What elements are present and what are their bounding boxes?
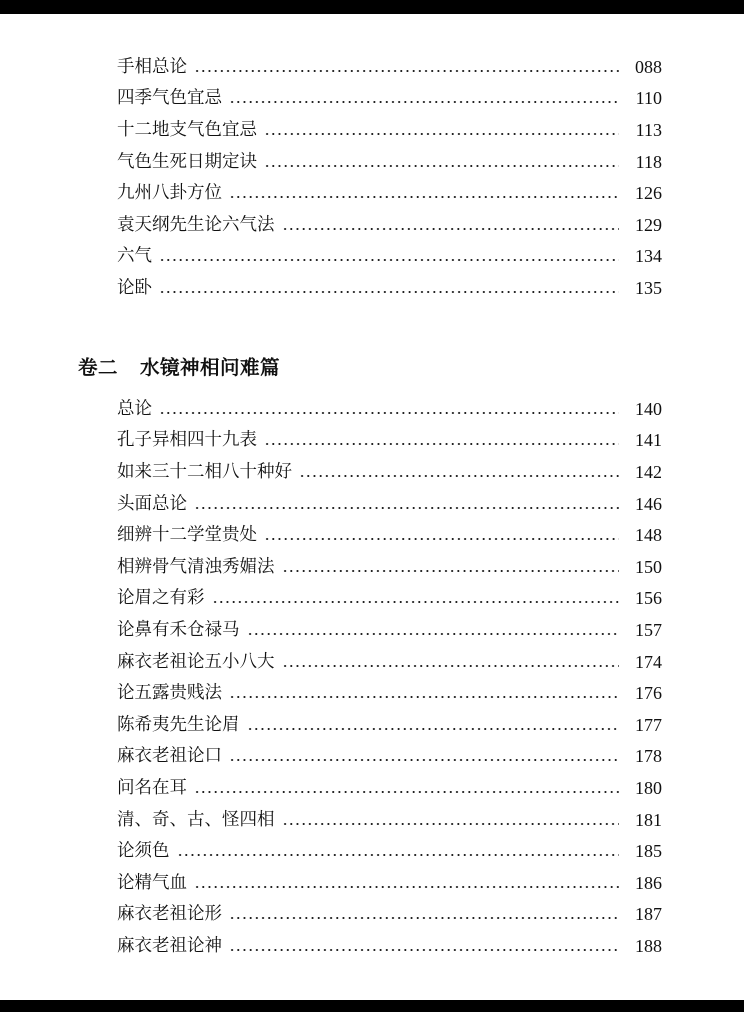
toc-entry-title: 麻衣老祖论神: [117, 935, 222, 956]
dot-leader: [194, 886, 619, 888]
toc-entry[interactable]: [117, 146, 662, 178]
toc-entry-title: 问名在耳: [117, 777, 187, 798]
toc-group-2: [117, 393, 662, 962]
top-scan-border: [0, 0, 744, 14]
toc-entry-title: 气色生死日期定诀: [117, 151, 257, 172]
dot-leader: [264, 443, 619, 445]
dot-leader: [194, 70, 619, 72]
toc-entry-page: 110: [635, 88, 662, 109]
dot-leader: [229, 759, 619, 761]
dot-leader: [159, 291, 619, 293]
toc-entry[interactable]: [117, 456, 662, 488]
toc-entry-page: 113: [635, 119, 662, 140]
toc-entry-title: 麻衣老祖论口: [117, 746, 222, 767]
dot-leader: [229, 949, 619, 951]
toc-entry[interactable]: [117, 583, 662, 615]
toc-entry-title: 论眉之有彩: [117, 588, 205, 609]
toc-entry[interactable]: [117, 677, 662, 709]
toc-entry-page: 141: [635, 430, 662, 451]
toc-entry-page: 118: [635, 151, 662, 172]
dot-leader: [282, 665, 620, 667]
toc-entry-title: 头面总论: [117, 493, 187, 514]
toc-entry-page: 187: [635, 904, 662, 925]
toc-entry-page: 188: [635, 935, 662, 956]
toc-entry-page: 134: [635, 246, 662, 267]
toc-entry-title: 总论: [117, 398, 152, 419]
toc-entry-page: 142: [635, 461, 662, 482]
dot-leader: [247, 728, 620, 730]
toc-entry-title: 九州八卦方位: [117, 183, 222, 204]
toc-entry-title: 四季气色宜忌: [117, 88, 222, 109]
toc-entry-page: 129: [635, 214, 662, 235]
toc-entry-title: 袁天纲先生论六气法: [117, 214, 275, 235]
toc-entry-title: 论精气血: [117, 872, 187, 893]
toc-entry-title: 孔子异相四十九表: [117, 430, 257, 451]
toc-entry[interactable]: [117, 867, 662, 899]
toc-entry[interactable]: [117, 741, 662, 773]
toc-entry-page: 146: [635, 493, 662, 514]
toc-entry[interactable]: [117, 646, 662, 678]
toc-entry-title: 六气: [117, 246, 152, 267]
toc-entry-page: 135: [635, 277, 662, 298]
toc-entry-title: 清、奇、古、怪四相: [117, 809, 275, 830]
toc-entry-page: 180: [635, 777, 662, 798]
toc-entry-title: 陈希夷先生论眉: [117, 714, 240, 735]
toc-entry-page: 150: [635, 556, 662, 577]
section-volume: 卷二: [78, 356, 119, 379]
toc-entry[interactable]: [117, 709, 662, 741]
dot-leader: [159, 412, 619, 414]
toc-entry-page: 140: [635, 398, 662, 419]
bottom-scan-border: [0, 1000, 744, 1012]
dot-leader: [264, 538, 619, 540]
toc-entry-page: 185: [635, 841, 662, 862]
dot-leader: [212, 601, 620, 603]
dot-leader: [229, 196, 619, 198]
toc-entry[interactable]: [117, 772, 662, 804]
toc-entry-title: 手相总论: [117, 56, 187, 77]
dot-leader: [229, 917, 619, 919]
dot-leader: [229, 101, 619, 103]
dot-leader: [282, 823, 620, 825]
dot-leader: [194, 791, 619, 793]
dot-leader: [247, 633, 620, 635]
toc-entry-page: 126: [635, 183, 662, 204]
section-name: 水镜神相问难篇: [140, 356, 281, 379]
toc-entry[interactable]: [117, 177, 662, 209]
toc-entry-page: 176: [635, 683, 662, 704]
toc-entry-title: 十二地支气色宜忌: [117, 119, 257, 140]
dot-leader: [177, 854, 620, 856]
toc-entry-page: 177: [635, 714, 662, 735]
toc-entry[interactable]: [117, 241, 662, 273]
toc-entry-page: 174: [635, 651, 662, 672]
toc-entry-page: 178: [635, 746, 662, 767]
toc-entry-page: 186: [635, 872, 662, 893]
toc-entry[interactable]: [117, 425, 662, 457]
toc-entry-title: 相辨骨气清浊秀媚法: [117, 556, 275, 577]
toc-entry[interactable]: [117, 83, 662, 115]
dot-leader: [282, 570, 620, 572]
toc-entry-page: 148: [635, 525, 662, 546]
toc-entry-page: 156: [635, 588, 662, 609]
toc-entry-title: 论鼻有禾仓禄马: [117, 619, 240, 640]
toc-entry-page: 088: [635, 56, 662, 77]
toc-entry-title: 细辨十二学堂贵处: [117, 525, 257, 546]
toc-entry-title: 麻衣老祖论五小八大: [117, 651, 275, 672]
toc-entry[interactable]: [117, 899, 662, 931]
toc-entry[interactable]: [117, 835, 662, 867]
toc-entry[interactable]: [117, 519, 662, 551]
toc-entry-title: 如来三十二相八十种好: [117, 461, 292, 482]
toc-entry-title: 论卧: [117, 277, 152, 298]
toc-entry[interactable]: [117, 551, 662, 583]
toc-entry-page: 181: [635, 809, 662, 830]
dot-leader: [159, 259, 619, 261]
section-heading: [78, 352, 280, 380]
dot-leader: [264, 133, 619, 135]
toc-entry[interactable]: [117, 51, 662, 83]
toc-entry[interactable]: [117, 804, 662, 836]
toc-entry[interactable]: [117, 114, 662, 146]
toc-entry[interactable]: [117, 614, 662, 646]
toc-entry[interactable]: [117, 488, 662, 520]
toc-entry[interactable]: [117, 930, 662, 962]
toc-entry-page: 157: [635, 619, 662, 640]
toc-group-1: [117, 51, 662, 304]
toc-entry-title: 麻衣老祖论形: [117, 904, 222, 925]
dot-leader: [264, 165, 619, 167]
toc-entry-title: 论五露贵贱法: [117, 683, 222, 704]
toc-entry-title: 论须色: [117, 841, 170, 862]
toc-entry[interactable]: [117, 393, 662, 425]
toc-entry[interactable]: [117, 209, 662, 241]
dot-leader: [299, 475, 619, 477]
dot-leader: [194, 507, 619, 509]
toc-entry[interactable]: [117, 272, 662, 304]
dot-leader: [282, 228, 620, 230]
dot-leader: [229, 696, 619, 698]
